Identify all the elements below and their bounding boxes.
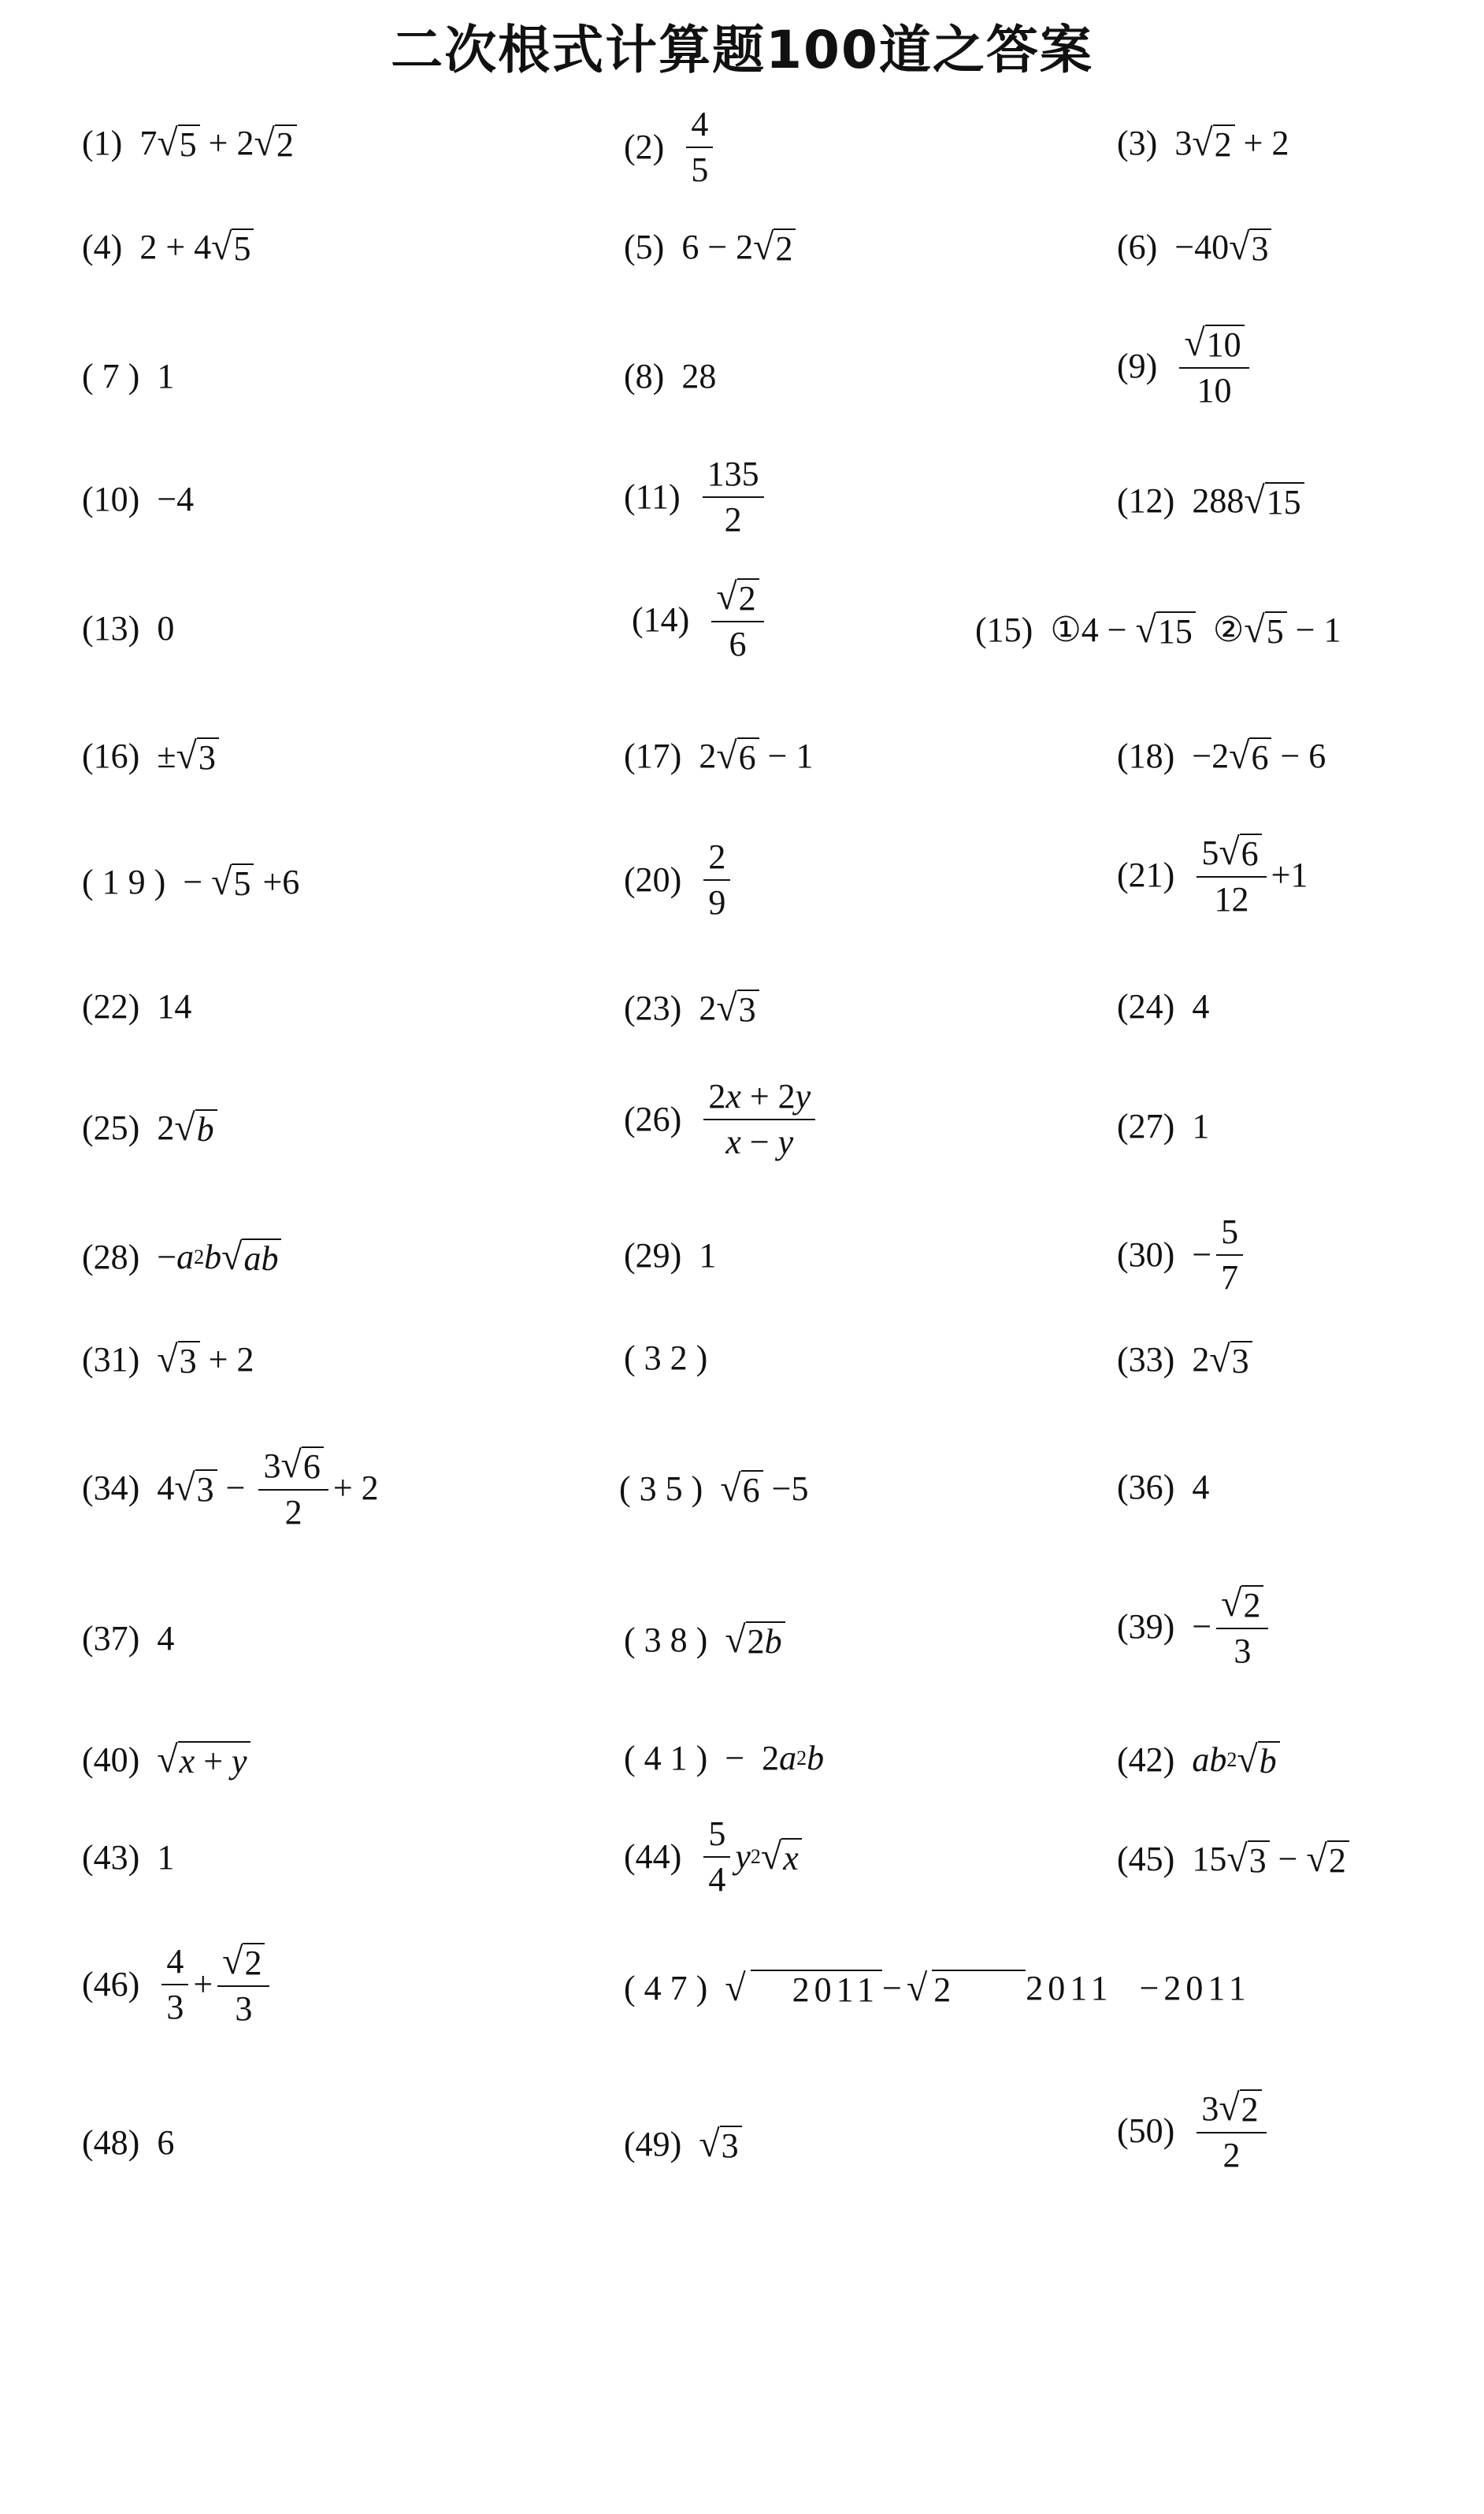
answer-item <box>1117 831 1308 919</box>
item-answer: − a 2 b √ ab <box>157 1238 281 1276</box>
answer-item <box>624 737 813 775</box>
item-number: ( 4 7 ) <box>624 1969 708 2007</box>
item-number: (29) <box>624 1236 682 1275</box>
item-number: (36) <box>1117 1468 1175 1506</box>
item-answer: 4 <box>157 1619 175 1658</box>
answer-item <box>1117 1212 1248 1297</box>
answer-item <box>619 1470 808 1508</box>
item-number: (8) <box>624 357 665 395</box>
answer-item <box>82 1238 281 1276</box>
item-answer: 4 <box>1192 1468 1210 1506</box>
item-number: (5) <box>624 228 665 266</box>
answer-item <box>1117 1585 1273 1669</box>
item-answer: 1 <box>1192 1107 1210 1146</box>
answer-item <box>1117 322 1254 410</box>
item-answer: 15 √ 3 − √ 2 <box>1192 1840 1349 1878</box>
item-answer: √ 2b <box>725 1621 785 1659</box>
answer-item <box>82 2123 175 2162</box>
item-number: (42) <box>1117 1740 1175 1779</box>
item-number: ( 3 5 ) <box>619 1469 703 1508</box>
answer-item <box>624 1341 725 1376</box>
item-number: (43) <box>82 1838 140 1877</box>
answer-item <box>82 228 254 266</box>
answer-item <box>1117 1341 1252 1379</box>
item-answer: 1 <box>157 1838 175 1877</box>
item-answer: $\frac{5}{4}$ y 2 √ x <box>699 1817 801 1897</box>
answer-item <box>624 457 769 537</box>
item-answer: 2 √ b <box>157 1109 217 1147</box>
item-answer: $\frac{2x + 2y}{x - y}$ <box>699 1079 820 1160</box>
item-answer: ± √ 3 <box>157 737 219 775</box>
answer-item <box>624 1621 785 1659</box>
answer-item <box>1117 1470 1209 1505</box>
answer-item <box>82 1621 174 1656</box>
item-answer: − √ 5 +6 <box>183 861 300 903</box>
item-number: (40) <box>82 1740 140 1779</box>
item-number: (21) <box>1117 856 1175 894</box>
answer-item <box>975 611 1341 649</box>
item-answer: 14 <box>157 987 192 1026</box>
item-number: (46) <box>82 1965 140 2003</box>
item-answer: 2 + 4 √ 5 <box>139 228 254 266</box>
item-answer: 2 √ 3 <box>1192 1341 1252 1379</box>
answer-item <box>82 863 299 901</box>
answer-item <box>624 1967 1251 2009</box>
item-number: (50) <box>1117 2111 1175 2150</box>
answer-item <box>82 1840 174 1875</box>
item-answer: ab 2 √ b <box>1192 1741 1279 1779</box>
item-number: (6) <box>1117 228 1158 266</box>
item-number: ( 3 2 ) <box>624 1339 708 1377</box>
answer-item <box>82 482 194 517</box>
item-number: (26) <box>624 1100 682 1138</box>
answer-item <box>82 359 174 394</box>
answer-item <box>1117 228 1271 266</box>
item-number: (34) <box>82 1469 140 1507</box>
item-answer: 28 <box>681 357 717 395</box>
answer-item <box>1117 1741 1280 1779</box>
item-answer: −2 √ 6 − 6 <box>1192 735 1326 777</box>
item-number: (45) <box>1117 1840 1175 1878</box>
answer-item <box>624 837 735 922</box>
item-number: (48) <box>82 2123 140 2162</box>
item-number: (18) <box>1117 737 1175 775</box>
item-number: (33) <box>1117 1340 1175 1379</box>
item-answer: 6 − 2 √ 2 <box>681 228 796 266</box>
item-answer: √ 2011 − √ 2 2011 −2011 <box>725 1967 1251 2009</box>
answer-item <box>624 359 716 394</box>
item-number: (11) <box>624 477 681 516</box>
answer-item <box>82 1109 217 1147</box>
item-answer: √ 3 + 2 <box>157 1339 254 1380</box>
item-answer: √ x + y <box>157 1741 250 1779</box>
item-number: (49) <box>624 2125 682 2163</box>
item-number: (12) <box>1117 481 1175 520</box>
answer-item <box>1117 737 1326 775</box>
item-number: (37) <box>82 1619 140 1658</box>
item-answer: $\frac{135}{2}$ <box>698 457 769 537</box>
item-number: ( 7 ) <box>82 357 140 395</box>
item-number: (10) <box>82 480 140 518</box>
item-number: (31) <box>82 1340 140 1379</box>
answer-item <box>1117 2089 1271 2173</box>
item-number: ( 3 8 ) <box>624 1621 708 1659</box>
item-answer: − √ 2 3 <box>1192 1585 1273 1669</box>
item-number: (3) <box>1117 124 1158 162</box>
item-answer: 2 √ 3 <box>699 990 759 1027</box>
answer-item <box>1117 1840 1349 1878</box>
item-answer: 0 <box>157 609 175 648</box>
item-answer: 6 <box>157 2123 175 2162</box>
item-answer: 288 √ 15 <box>1192 482 1304 520</box>
item-number: (39) <box>1117 1607 1175 1646</box>
answer-item <box>1117 1109 1209 1144</box>
answer-item <box>82 1341 254 1379</box>
item-answer: 3 √ 2 2 <box>1192 2089 1271 2173</box>
answer-item <box>624 1814 802 1899</box>
answer-item <box>624 987 759 1029</box>
answer-item <box>82 1446 379 1530</box>
item-answer: √ 6 −5 <box>720 1468 809 1510</box>
answer-item <box>1117 482 1304 520</box>
item-number: (1) <box>82 124 123 162</box>
item-number: (24) <box>1117 987 1175 1026</box>
item-answer: 4 √ 3 − 3 √ 6 2 + 2 <box>157 1444 379 1532</box>
answer-item <box>624 107 718 188</box>
item-answer: $\frac{4}{5}$ <box>681 107 718 188</box>
item-answer: $\frac{4}{3}$ + √ 2 3 <box>157 1943 274 2026</box>
item-answer: √ 10 10 <box>1174 325 1253 408</box>
item-number: (20) <box>624 860 682 899</box>
item-answer: −40 √ 3 <box>1174 228 1271 266</box>
item-number: (25) <box>82 1108 140 1147</box>
page-title: 二次根式计算题100道之答案 <box>391 20 1093 80</box>
item-answer: 2 √ 6 − 1 <box>699 735 814 777</box>
item-number: (30) <box>1117 1235 1175 1274</box>
item-answer: √ 2 6 <box>707 578 768 662</box>
item-number: (14) <box>632 600 690 639</box>
answer-item <box>624 2123 742 2165</box>
item-answer: 3 √ 2 + 2 <box>1174 122 1289 164</box>
item-answer: 5 √ 6 12 +1 <box>1192 834 1308 917</box>
item-number: ( 1 9 ) <box>82 863 166 901</box>
item-answer: −4 <box>157 480 195 518</box>
item-answer: 4 <box>1192 987 1210 1026</box>
answer-item <box>624 1238 716 1273</box>
item-answer: 1 <box>157 357 175 395</box>
item-answer: 7 √ 5 + 2 √ 2 <box>139 124 297 162</box>
answer-item <box>624 228 796 266</box>
item-number: (16) <box>82 737 140 775</box>
item-answer: $\frac{2}{9}$ <box>699 840 735 920</box>
answer-item <box>1117 124 1289 162</box>
item-answer: √ 3 <box>699 2126 741 2163</box>
answer-item <box>82 987 192 1026</box>
item-number: (4) <box>82 228 123 266</box>
answer-item <box>632 578 769 662</box>
item-answer: − 2 a 2 b <box>725 1739 825 1777</box>
item-number: (23) <box>624 989 682 1027</box>
item-answer: ①4 − √ 15 ② √ 5 − 1 <box>1050 609 1341 651</box>
answer-item <box>82 1741 250 1779</box>
item-number: (28) <box>82 1238 140 1276</box>
item-number: (17) <box>624 737 682 775</box>
answer-item <box>82 124 297 162</box>
answer-item <box>624 1079 820 1160</box>
answer-item <box>82 611 174 646</box>
item-number: ( 4 1 ) <box>624 1739 708 1777</box>
item-answer: − $\frac{5}{7}$ <box>1192 1215 1248 1295</box>
answer-item <box>82 1940 274 2028</box>
item-number: (15) <box>975 611 1033 649</box>
answer-item <box>1117 987 1210 1026</box>
item-number: (9) <box>1117 347 1158 385</box>
item-number: (13) <box>82 609 140 648</box>
item-number: (44) <box>624 1837 682 1876</box>
item-number: (22) <box>82 987 140 1026</box>
item-number: (2) <box>624 128 665 166</box>
answer-item <box>82 737 219 775</box>
answer-item <box>624 1741 824 1776</box>
item-answer: 1 <box>699 1236 717 1275</box>
item-number: (27) <box>1117 1107 1175 1146</box>
